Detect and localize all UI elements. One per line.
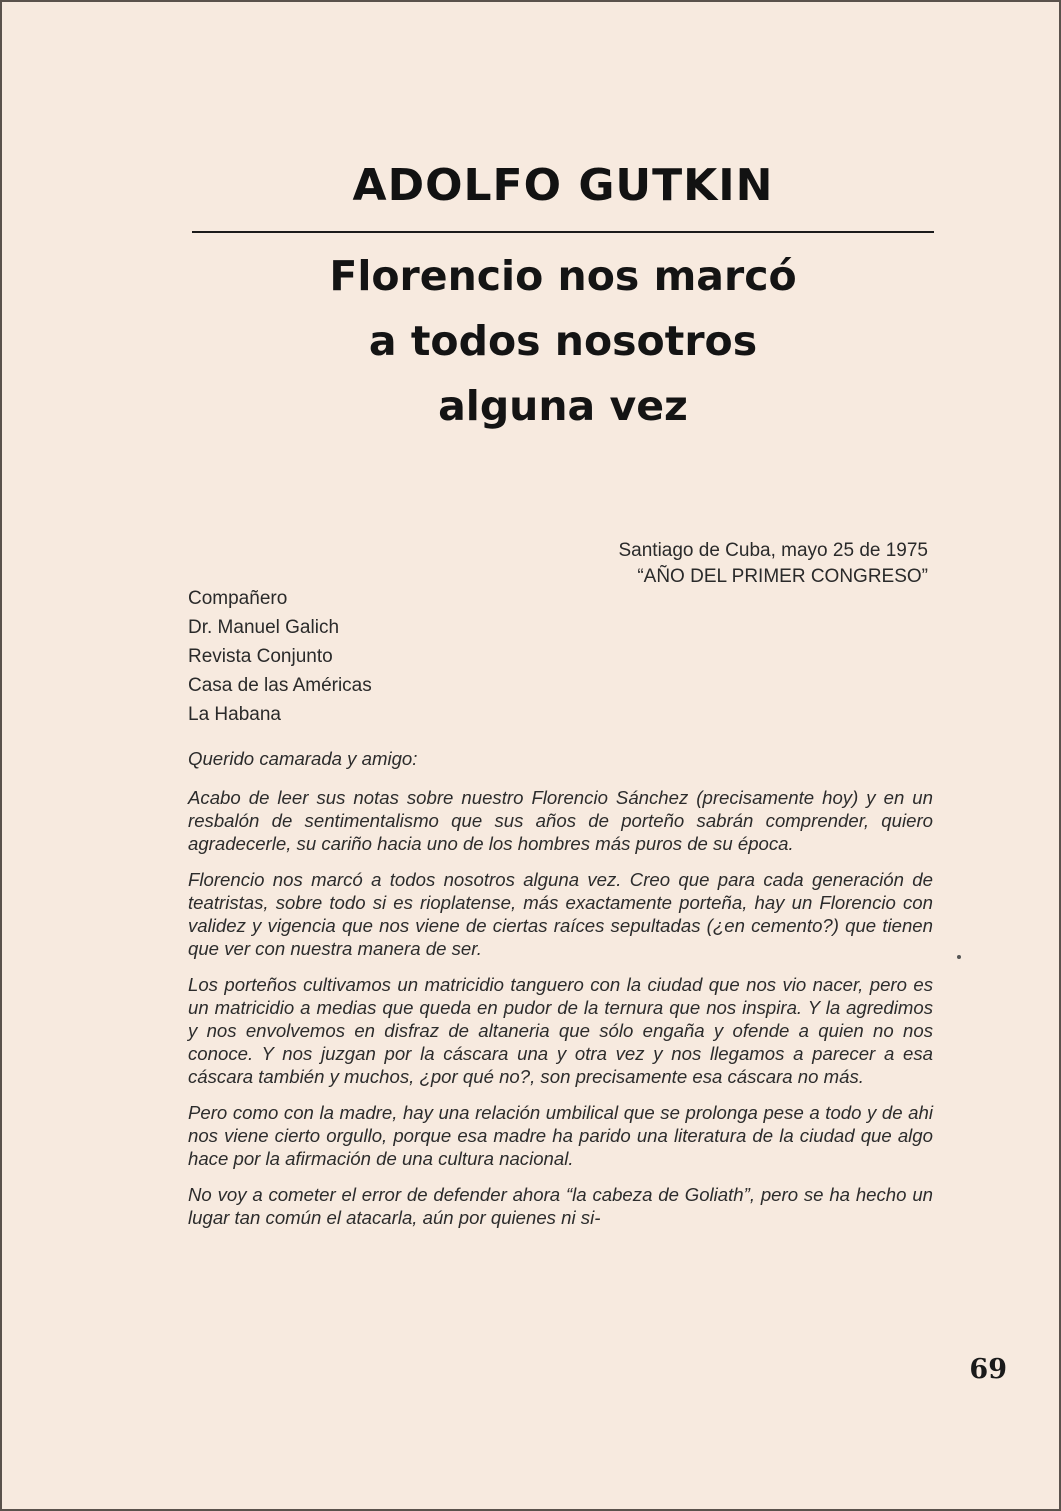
print-speck [957,955,961,959]
body-paragraph: Florencio nos marcó a todos nosotros alguna vez. Creo que para cada generación de teatristas, sobre todo si es rioplatense, más exactamente porteña, hay un Florencio con validez y vigencia que nos viene de ciertas raíces sepultadas (¿en cemento?) que tienen que ver con nuestra manera de ser. [188,869,933,959]
author-name: ADOLFO GUTKIN [352,160,774,211]
dateline-place-date: Santiago de Cuba, mayo 25 de 1975 [618,540,928,561]
dateline-year-motto: “AÑO DEL PRIMER CONGRESO” [637,566,928,587]
letter-dateline [618,538,928,590]
address-line: La Habana [188,704,281,725]
address-line: Compañero [188,588,288,609]
article-title [192,244,934,439]
body-paragraph: Acabo de leer sus notas sobre nuestro Florencio Sánchez (precisamente hoy) y en un resbalón de sentimentalismo que sus años de porteño sabrán comprender, quiero agradecerle, su cariño hacia uno de los hombres más puros de su época. [188,787,933,854]
address-line: Casa de las Américas [188,675,372,696]
title-line: alguna vez [438,382,688,430]
page-number: 69 [969,1354,1007,1385]
recipient-address [188,584,372,729]
letter-body [188,747,933,1242]
salutation: Querido camarada y amigo: [188,748,418,769]
address-line: Revista Conjunto [188,646,333,667]
body-paragraph: Los porteños cultivamos un matricidio tanguero con la ciudad que nos vio nacer, pero es un matricidio a medias que queda en pudor de la ternura que nos inspira. Y la agredimos y nos envolvemos en disfraz de altaneria que sólo engaña y ofende a quien no nos conoce. Y nos juzgan por la cáscara una y otra vez y nos llegamos a parecer a esa cáscara también y muchos, ¿por qué no?, son precisamente esa cáscara no más. [188,974,933,1087]
address-line: Dr. Manuel Galich [188,617,340,638]
body-paragraph: Pero como con la madre, hay una relación umbilical que se prolonga pese a todo y de ahi nos viene cierto orgullo, porque esa madre ha parido una literatura de la ciudad que algo hace por la afirmación de una cultura nacional. [188,1102,933,1169]
title-line: Florencio nos marcó [329,252,797,300]
body-paragraph: No voy a cometer el error de defender ahora “la cabeza de Goliath”, pero se ha hecho un lugar tan común el atacarla, aún por quienes ni si- [188,1184,933,1228]
title-line: a todos nosotros [368,317,758,365]
title-divider [192,231,934,233]
